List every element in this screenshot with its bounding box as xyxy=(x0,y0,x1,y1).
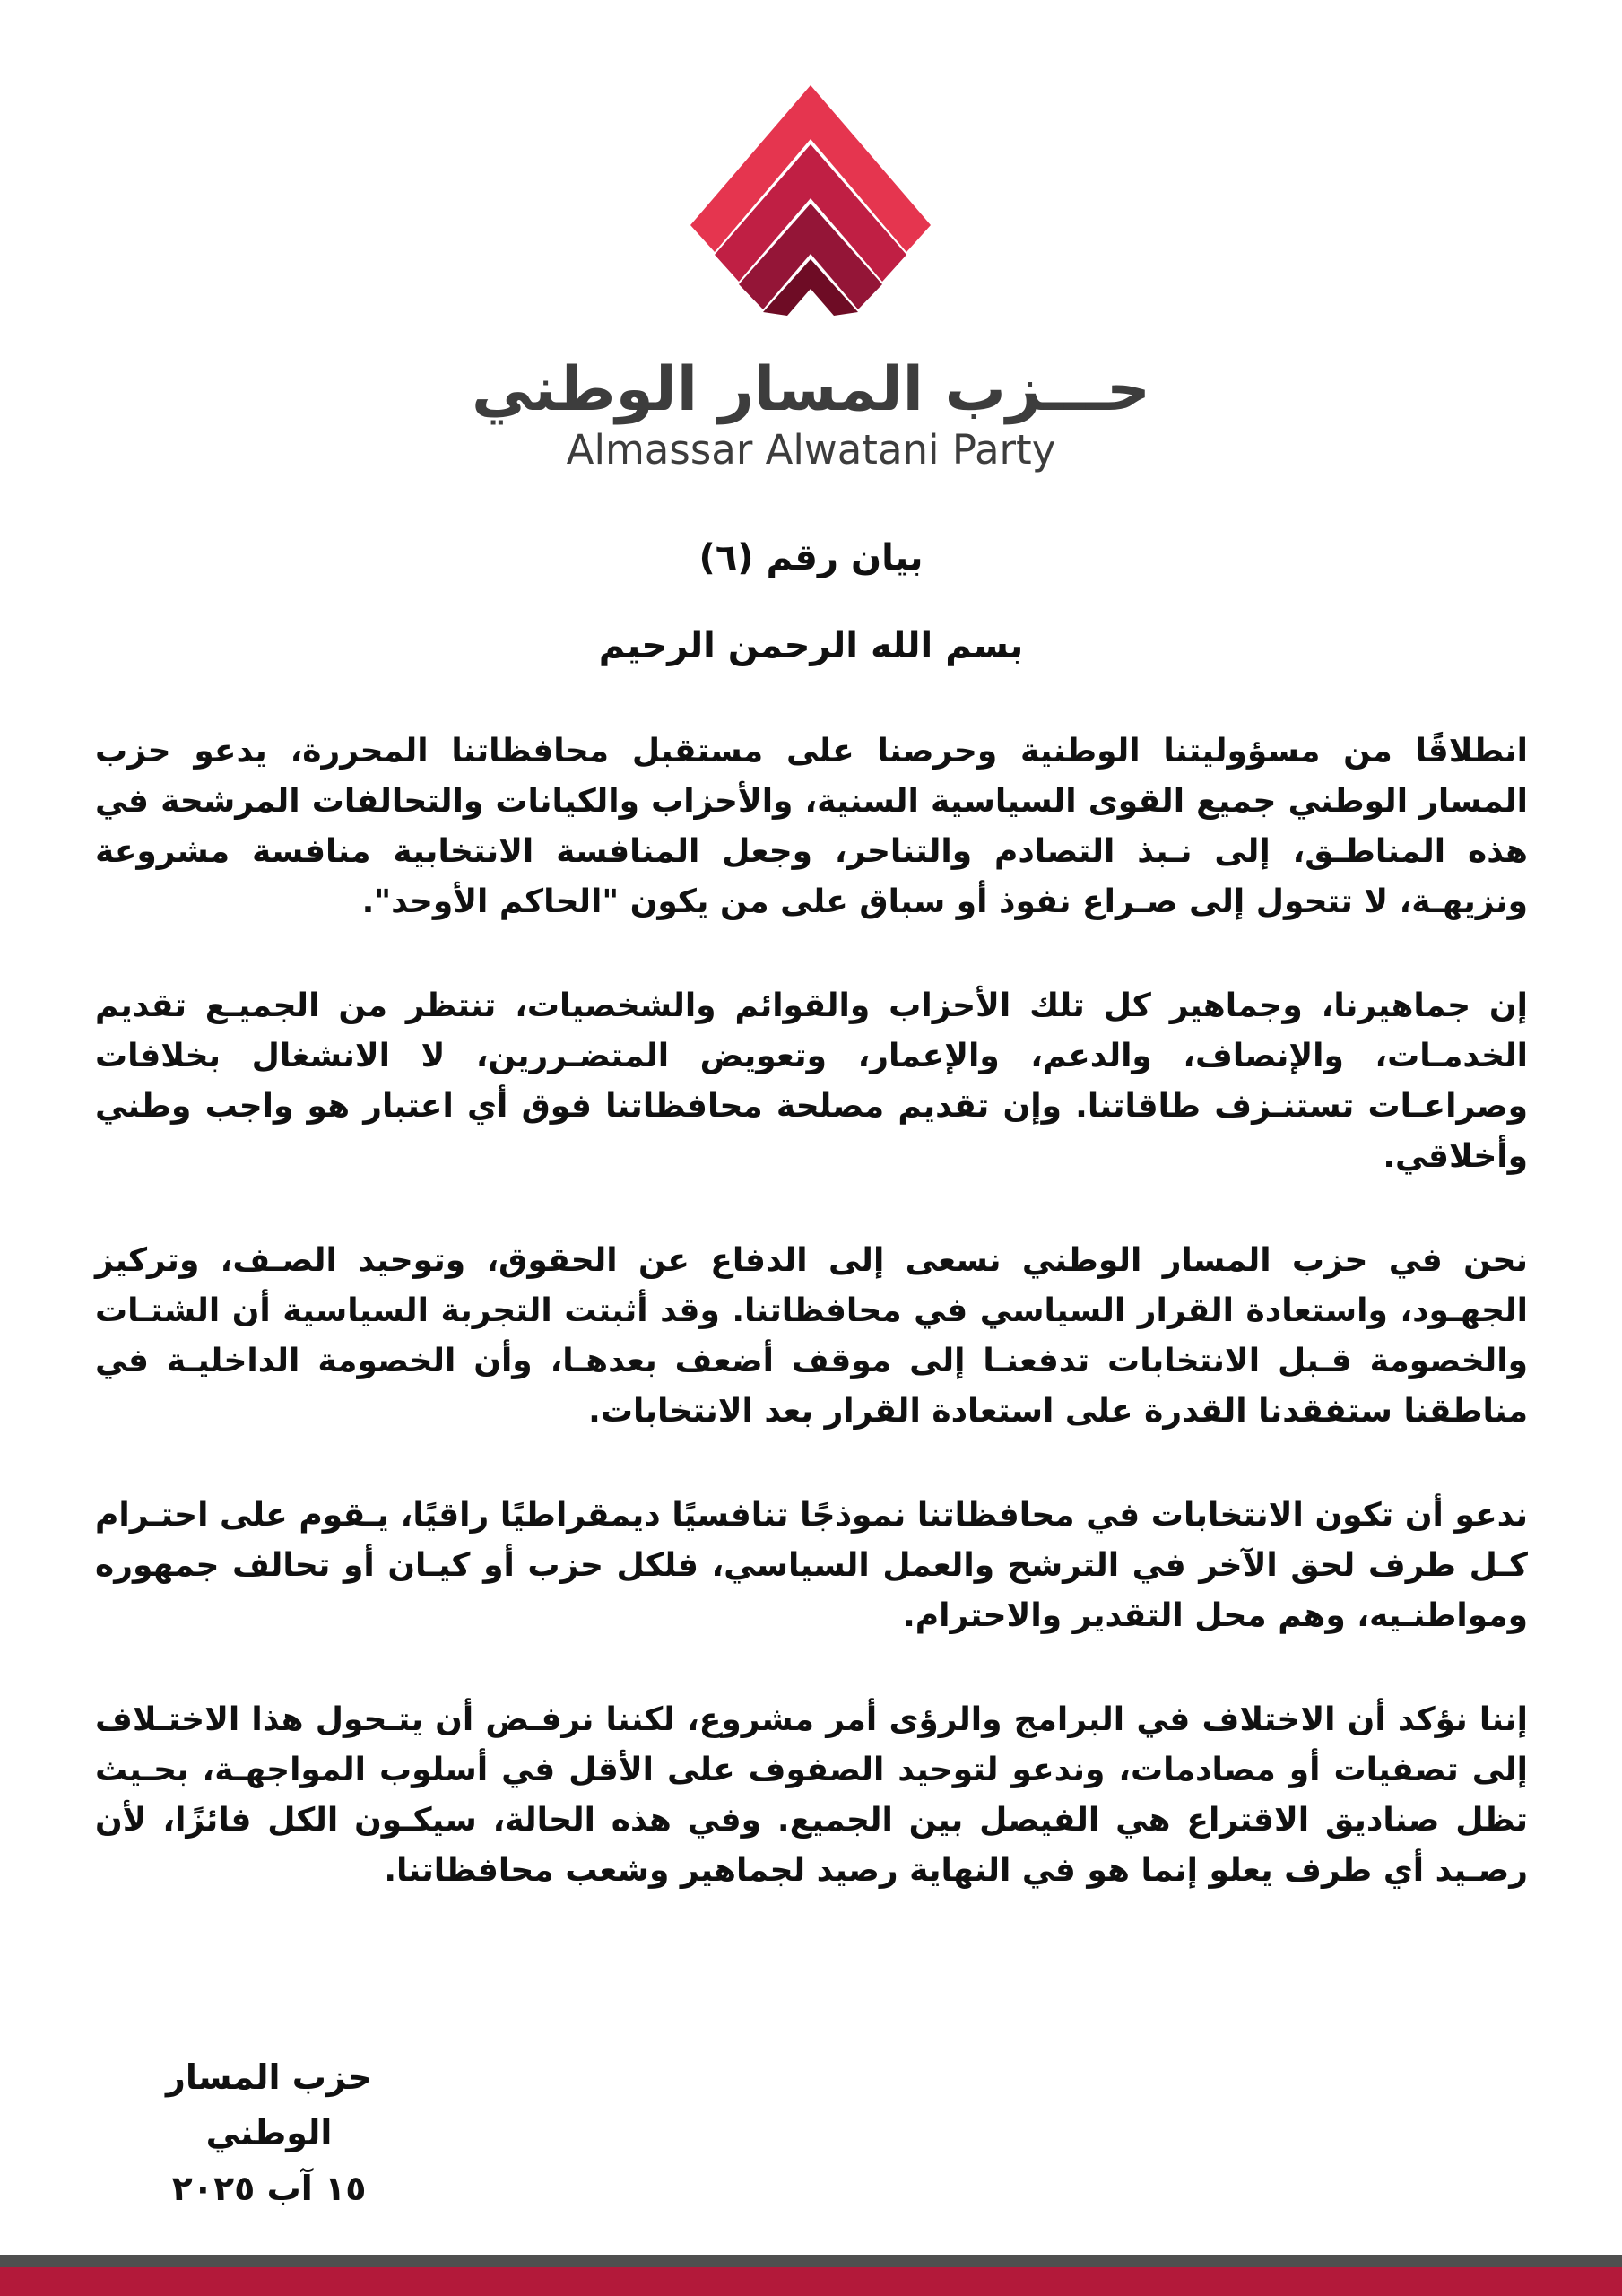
logo-text-english: Almassar Alwatani Party xyxy=(566,426,1056,474)
statement-number: بيان رقم (٦) xyxy=(698,537,924,578)
party-logo-chevrons xyxy=(0,0,1622,332)
paragraph: انطلاقًا من مسؤوليتنا الوطنية وحرصنا على مستقبل محافظاتنا المحررة، يدعو حزب المسار الوطني جميع القوى السياسية السنية، والأحزاب والكيانات والتحالفات المرشحة في هذه المناطـق، إلى نـبذ التصادم والتناحر، وجعل المنافسة الانتخابية منافسة مشروعة ونزيهـة، لا تتحول إلى صـراع نفوذ أو سباق على من يكون "الحاكم الأوحد". xyxy=(95,733,1528,920)
paragraph: إننا نؤكد أن الاختلاف في البرامج والرؤى أمر مشروع، لكننا نرفـض أن يتـحول هذا الاختـلاف إلى تصفيات أو مصادمات، وندعو لتوحيد الصفوف على الأقل في أسلوب المواجهـة، بحـيث تظل صناديق الاقتراع هي الفيصل بين الجميع. وفي هذه الحالة، سيكـون الكل فائزًا، لأن رصـيد أي طرف يعلو إنما هو في النهاية رصيد لجماهير وشعب محافظاتنا. xyxy=(95,1701,1528,1889)
paragraph: ندعو أن تكون الانتخابات في محافظاتنا نموذجًا تنافسيًا ديمقراطيًا راقيًا، يـقوم على احتـرام كـل طرف لحق الآخر في الترشح والعمل السياسي، فلكل حزب أو كيـان أو تحالف جمهوره ومواطنـيه، وهم محل التقدير والاحترام. xyxy=(95,1497,1528,1634)
paragraph: نحن في حزب المسار الوطني نسعى إلى الدفاع عن الحقوق، وتوحيد الصـف، وتركيز الجهـود، واستعادة القرار السياسي في محافظاتنا. وقد أثبتت التجربة السياسية أن الشتـات والخصومة قـبل الانتخابات تدفعنـا إلى موقف أضعف بعدهـا، وأن الخصومة الداخليـة في مناطقنا ستفقدنا القدرة على استعادة القرار بعد الانتخابات. xyxy=(95,1242,1528,1430)
basmala: بسم الله الرحمن الرحيم xyxy=(598,625,1024,666)
paragraph: إن جماهيرنا، وجماهير كل تلك الأحزاب والقوائم والشخصيات، تنتظر من الجميـع تقديم الخدمـات، والإنصاف، والدعم، والإعمار، وتعويض المتضـررين، لا الانشغال بخلافات وصراعـات تستنـزف طاقاتنا. وإن تقديم مصلحة محافظاتنا فوق أي اعتبار هو واجب وطني وأخلاقي. xyxy=(95,987,1528,1175)
signature-block xyxy=(99,2049,439,2216)
footer-bar-red xyxy=(0,2267,1622,2296)
statement-body xyxy=(95,726,1528,1950)
logo-text-arabic: حـــزب المسار الوطني xyxy=(471,354,1151,425)
signature-date: ١٥ آب ٢٠٢٥ xyxy=(171,2169,367,2208)
footer-bar-gray xyxy=(0,2255,1622,2267)
signature-party: حزب المسار الوطني xyxy=(165,2057,373,2152)
